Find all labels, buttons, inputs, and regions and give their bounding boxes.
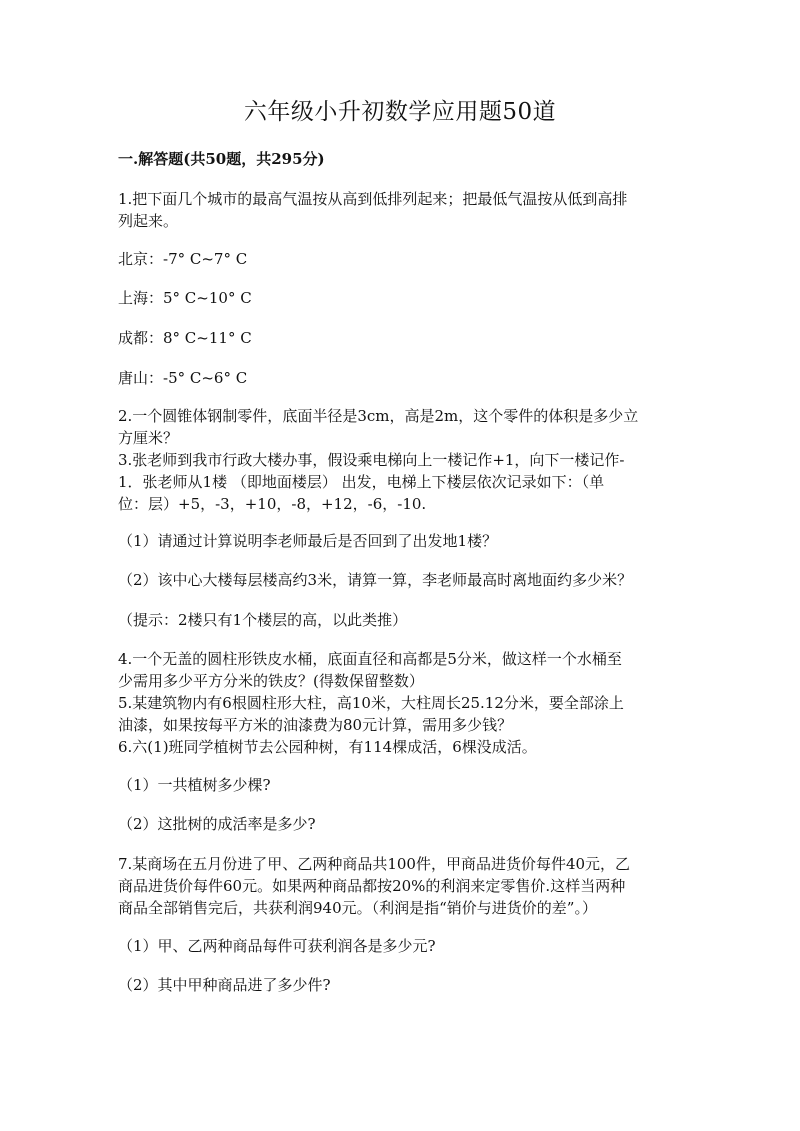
q7-subquestion-2: （2）其中甲种商品进了多少件? [118,976,331,994]
q3-text-line-1: 3.张老师到我市行政大楼办事，假设乘电梯向上一楼记作+1，向下一楼记作- [118,451,625,469]
q3-subquestion-2: （2）该中心大楼每层楼高约3米，请算一算，李老师最高时离地面约多少米？ [118,571,633,589]
q6-text: 6.六(1)班同学植树节去公园种树，有114棵成活，6棵没成活。 [118,738,537,756]
section-heading: 一.解答题(共50题，共295分) [118,150,325,168]
q3-subquestion-1: （1）请通过计算说明李老师最后是否回到了出发地1楼？ [118,532,498,550]
q1-text-line-1: 1.把下面几个城市的最高气温按从高到低排列起来；把最低气温按从低到高排 [118,190,628,208]
q5-text-line-1: 5.某建筑物内有6根圆柱形大柱，高10米，大柱周长25.12分米，要全部涂上 [118,694,624,712]
q6-subquestion-1: （1）一共植树多少棵? [118,776,271,794]
q1-shanghai-temps: 上海：5° C~10° C [118,289,252,307]
q3-text-line-2: 1．张老师从1楼 （即地面楼层） 出发，电梯上下楼层依次记录如下：（单 [118,473,605,491]
q1-text-line-2: 列起来。 [118,212,179,230]
q1-tangshan-temps: 唐山：-5° C~6° C [118,369,248,387]
page-title: 六年级小升初数学应用题50道 [243,99,557,125]
q6-subquestion-2: （2）这批树的成活率是多少? [118,815,316,833]
q5-text-line-2: 油漆，如果按每平方米的油漆费为80元计算，需用多少钱？ [118,716,513,734]
q7-text-line-2: 商品进货价每件60元。如果两种商品都按20%的利润来定零售价.这样当两种 [118,877,626,895]
q3-text-line-3: 位：层）+5，-3，+10，-8，+12，-6，-10. [118,495,427,513]
q1-beijing-temps: 北京：-7° C~7° C [118,250,248,268]
q3-hint: （提示：2楼只有1个楼层的高，以此类推） [118,611,408,629]
q2-text-line-2: 方厘米？ [118,429,179,447]
q2-text-line-1: 2.一个圆锥体钢制零件，底面半径是3cm，高是2m，这个零件的体积是多少立 [118,407,639,425]
q7-subquestion-1: （1）甲、乙两种商品每件可获利润各是多少元? [118,937,436,955]
q7-text-line-3: 商品全部销售完后，共获利润940元。（利润是指“销价与进货价的差”。） [118,899,597,917]
q1-chengdu-temps: 成都：8° C~11° C [118,329,252,347]
q4-text-line-2: 少需用多少平方分米的铁皮？(得数保留整数） [118,672,424,690]
q4-text-line-1: 4.一个无盖的圆柱形铁皮水桶，底面直径和高都是5分米，做这样一个水桶至 [118,650,622,668]
q7-text-line-1: 7.某商场在五月份进了甲、乙两种商品共100件，甲商品进货价每件40元，乙 [118,855,631,873]
